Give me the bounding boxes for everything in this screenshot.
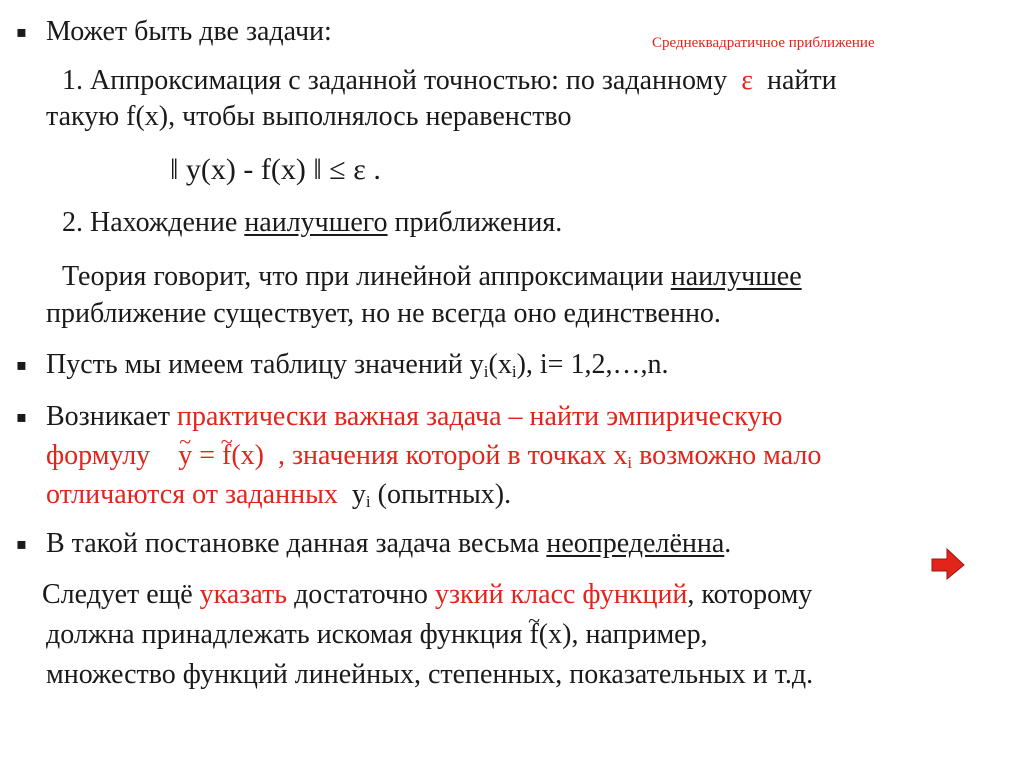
class-line: Следует ещё указать достаточно узкий класс функций, которому xyxy=(42,579,813,610)
task2-line: 2. Нахождение наилучшего приближения. xyxy=(62,207,563,238)
statement-line: В такой постановке данная задача весьма неопределённа. xyxy=(46,528,732,559)
table-line: Пусть мы имеем таблицу значений $y_i(x_i)$, i= 1,2,…,n. xyxy=(46,349,669,381)
bullet-icon: ▪ xyxy=(16,407,27,426)
problem-line3: отличаются от заданных $y_i$ (опытных). xyxy=(46,479,512,511)
inequality-formula: ‖ y(x) - f(x) ‖ ≤ ε . xyxy=(170,153,381,186)
theory-line2: приближение существует, но не всегда оно единственно. xyxy=(46,298,721,329)
intro-line: Может быть две задачи: xyxy=(46,16,332,47)
bullet-icon: ▪ xyxy=(16,534,27,553)
class-line2: должна принадлежать искомая функция ~ f(x), например, xyxy=(46,617,708,653)
bullet-icon: ▪ xyxy=(16,355,27,374)
problem-line2: формулу ~ y = ~ f(x) , значения которой в точках $x_i$ возможно мало xyxy=(46,438,821,474)
bullet-icon: ▪ xyxy=(16,22,27,41)
class-line3: множество функций линейных, степенных, показательных и т.д. xyxy=(46,659,814,690)
red-arrow-icon[interactable] xyxy=(930,545,966,581)
task1-line: 1. Аппроксимация с заданной точностью: по заданному ε найти xyxy=(62,65,837,96)
epsilon-symbol: ε xyxy=(741,65,753,96)
problem-line: Возникает практически важная задача – найти эмпирическую xyxy=(46,401,783,432)
task1-line2: такую f(x), чтобы выполнялось неравенство xyxy=(46,101,572,132)
slide-title: Среднеквадратичное приближение xyxy=(652,35,875,51)
theory-line: Теория говорит, что при линейной аппроксимации наилучшее xyxy=(62,261,802,292)
